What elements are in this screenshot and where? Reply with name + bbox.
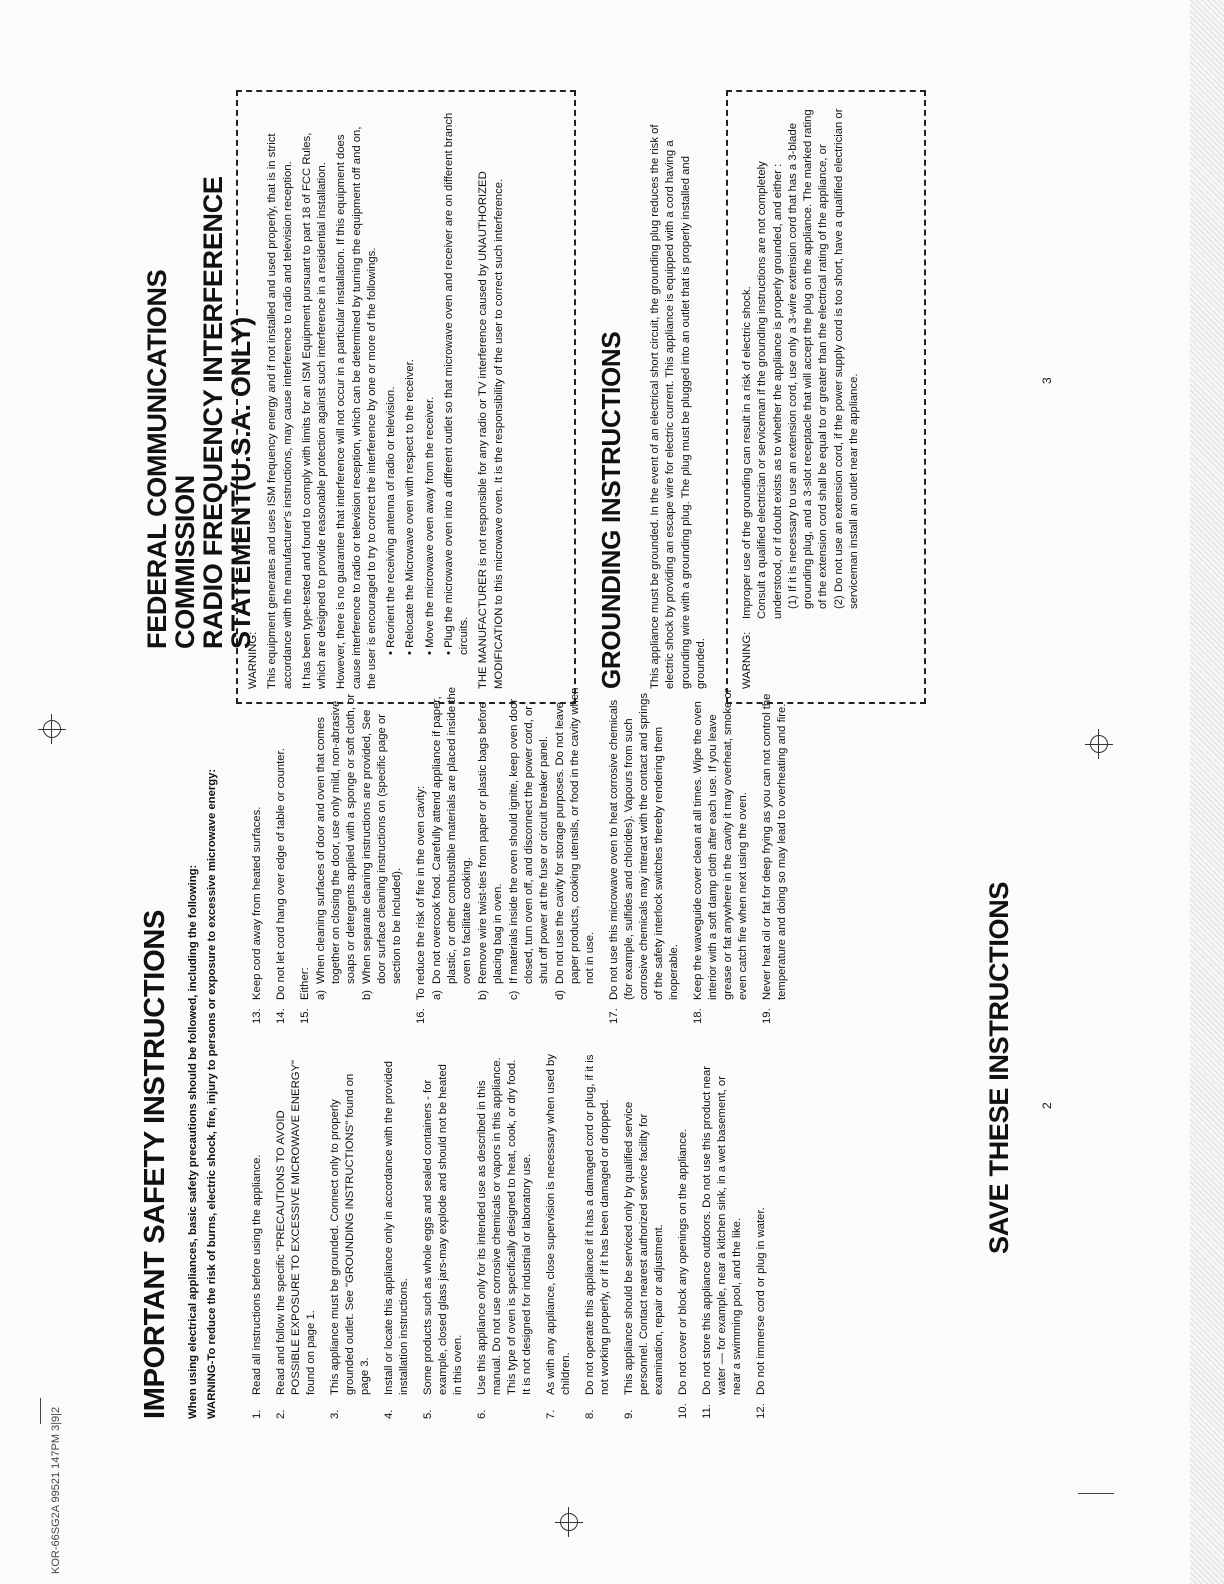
fcc-bullets (384, 109, 472, 689)
grounding-title: GROUNDING INSTRUCTIONS (596, 331, 626, 689)
list-item: 4. Install or locate this appliance only in accordance with the provided installation instructions. (383, 1060, 411, 1419)
list-item: 18. Keep the waveguide cover clean at all times. Wipe the oven interior with a soft damp cloth after each use. If you leave grease or fat anywhere in the cavity it may overheat, smoke or even catch fire when next using the oven. (692, 688, 750, 1024)
fcc-paragraph-1: This equipment generates and uses ISM frequency energy and if not installed and used properly, that is in strict accordance with the manufacturer's instructions, may cause interference to radio and television reception. (266, 133, 294, 689)
items-list-2 (250, 684, 791, 1024)
list-item: 13. Keep cord away from heated surfaces. (251, 806, 263, 1024)
grounding-paragraph: This appliance must be grounded. In the event of an electrical short circuit, the grounding plug reduces the risk of electric shock by providing an escape wire for electric current. This appliance is equipped with a cord having a grounding wire with a grounding plug. The plug must be plugged into an outlet that is properly installed and grounded. (649, 124, 707, 689)
fcc-bullet: • Move the microwave oven away from the receiver. (423, 396, 436, 655)
fcc-bullet: • Plug the microwave oven into a different outlet so that microwave oven and receiver are on different branch circuits. (442, 112, 470, 655)
list-item: 11. Do not store this appliance outdoors. Do not use this product near water — for example, near a kitchen sink, in a wet basement, or near a swimming pool, and the like. (701, 1065, 744, 1419)
items-list-1 (250, 1054, 769, 1419)
list-item: 3. This appliance must be grounded. Connect only to properly grounded outlet. See "GROUNDING INSTRUCTIONS" found on page 3. (329, 1073, 372, 1419)
fcc-paragraph-2: It has been type-tested and found to comply with limits for an ISM Equipment pursuant to part 18 of FCC Rules, which are designed to provide reasonable protection against such interference in a residential installation. (300, 132, 328, 689)
list-item: 14. Do not let cord hang over edge of table or counter. (275, 748, 288, 1024)
list-item: 1. Read all instructions before using the appliance. (251, 1154, 263, 1419)
list-item: 8. Do not operate this appliance if it has a damaged cord or plug, if it is not working properly, or if it has been damaged or dropped. (584, 1054, 612, 1419)
registration-mark-icon (1085, 729, 1113, 759)
list-item: 12. Do not immerse cord or plug in water. (755, 1207, 768, 1419)
grounding-warning-line: Improper use of the grounding can result in a risk of electric shock. (741, 286, 753, 619)
list-item: 16. To reduce the risk of fire in the oven cavity: a) Do not overcook food. Carefully attend appliance if paper, plastic, or other combustible materials are placed inside the oven to facilitate cooking. b) Remove wire twist-ties from paper or plastic bags before placing bag in oven. c) If materials inside the oven should ignite, keep oven door closed, turn oven off, and disconnect the power cord, or shut off power at the fuse or circuit breaker panel. d) Do not use the cavity for storage purposes. Do not leave paper products, cooking utensils, or food in the cavity when not in use. (415, 686, 597, 1024)
grounding-warning-label: WARNING: (741, 631, 753, 689)
list-item: 9. This appliance should be serviced only by qualified service personnel. Contact nearest authorized service facility for examination, repair or adjustment. (623, 1101, 666, 1419)
registration-mark-icon (38, 714, 66, 744)
page-number-left: 2 (1040, 1102, 1054, 1109)
list-item: 7. As with any appliance, close supervision is necessary when used by children. (545, 1054, 573, 1419)
fcc-bullet: • Reorient the receiving antenna of radio or television. (385, 386, 397, 655)
fcc-warning-content (246, 109, 511, 689)
crop-mark (40, 1398, 41, 1424)
fcc-title-line-3: STATEMENT(U.S.A. ONLY) (226, 317, 257, 649)
list-item: 17. Do not use this microwave oven to heat corrosive chemicals (for example, sulfides and chlorides). Vapours from such corrosive chemicals may interact with the contact and springs of the safety interlock switches thereby rendering them inoperable. (608, 692, 681, 1024)
fcc-bullet: • Relocate the Microwave oven with respect to the receiver. (404, 359, 417, 655)
list-item: 6. Use this appliance only for its intended use as described in this manual. Do not use corrosive chemicals or vapors in this appliance. This type of oven is specifically designed to heat, cook, or dry food. It is not designed for industrial or laboratory use. (476, 1057, 534, 1419)
fcc-title-line-2: RADIO FREQUENCY INTERFERENCE (198, 176, 229, 649)
page-number-right: 3 (1040, 377, 1054, 384)
items-column-2 (250, 684, 800, 1024)
grounding-warning-option-2: (2) Do not use an extension cord, if the power supply cord is too short, have a qualified electrician or serviceman install an outlet near the appliance. (832, 108, 860, 609)
grounding-warning-option-1: (1) If it is necessary to use an extension cord, use only a 3-wire extension cord that has a 3-blade grounding plug, and a 3-slot receptacle that will accept the plug on the appliance. The marked rating of the extension cord shall be equal to or greater than the electrical rating of the appliance, or (786, 109, 830, 609)
fcc-paragraph-3: However, there is no guarantee that interference will not occur in a particular installation. If this equipment does cause interference to radio or television reception, which can be determined by turning the equipment off and on, the user is encouraged to try to correct the interference by one or more of the followings. (335, 126, 378, 689)
fcc-title-line-1: FEDERAL COMMUNICATIONS COMMISSION (142, 269, 201, 649)
header-stub: KOR-66SG2A 99521 147PM 3|9|2 (50, 1406, 62, 1574)
list-item: 2. Read and follow the specific "PRECAUTIONS TO AVOID POSSIBLE EXPOSURE TO EXCESSIVE MICROWAVE ENERGY" found on page 1. (275, 1059, 318, 1419)
list-item: 19. Never heat oil or fat for deep frying as you can not control the temperature and doing so may lead to overheating and fire. (761, 693, 789, 1024)
items-column-1 (250, 1054, 778, 1419)
grounding-text-block (648, 109, 713, 689)
crop-mark (1078, 1493, 1114, 1494)
intro-block (186, 619, 225, 1419)
page-title: IMPORTANT SAFETY INSTRUCTIONS (139, 909, 171, 1419)
save-instructions: SAVE THESE INSTRUCTIONS (984, 881, 1014, 1254)
registration-mark-icon (555, 1507, 583, 1537)
grounding-warning-line: Consult a qualified electrician or serviceman if the grounding instructions are not completely understood, or if doubt exists as to whether the appliance is properly grounded, and either : (756, 161, 784, 619)
warning-text: WARNING-To reduce the risk of burns, electric shock, fire, injury to persons or exposure to excessive microwave energy: (206, 768, 219, 1419)
list-item: 10. Do not cover or block any openings on the appliance. (677, 1128, 690, 1419)
fcc-paragraph-4: THE MANUFACTURER is not responsible for any radio or TV interference caused by UNAUTHORIZED MODIFICATION to this microwave oven. It is the responsibility of the user to correct such interference. (477, 171, 505, 689)
fcc-warning-label: WARNING: (247, 631, 259, 689)
intro-text: When using electrical appliances, basic safety precautions should be followed, including the following: (187, 864, 199, 1419)
list-item: 5. Some products such as whole eggs and sealed containers - for example, closed glass jars-may explode and should not be heated in this oven. (422, 1064, 465, 1419)
grounding-warning-content (740, 104, 862, 689)
list-item: 15. Either: a) When cleaning surfaces of door and oven that comes together on closing the door, use only mild, non-abrasive soaps or detergents applied with a sponge or soft cloth, or b) When separate cleaning instructions are provided, See door surface cleaning instructions on (specific page or section to be included). (299, 693, 404, 1024)
